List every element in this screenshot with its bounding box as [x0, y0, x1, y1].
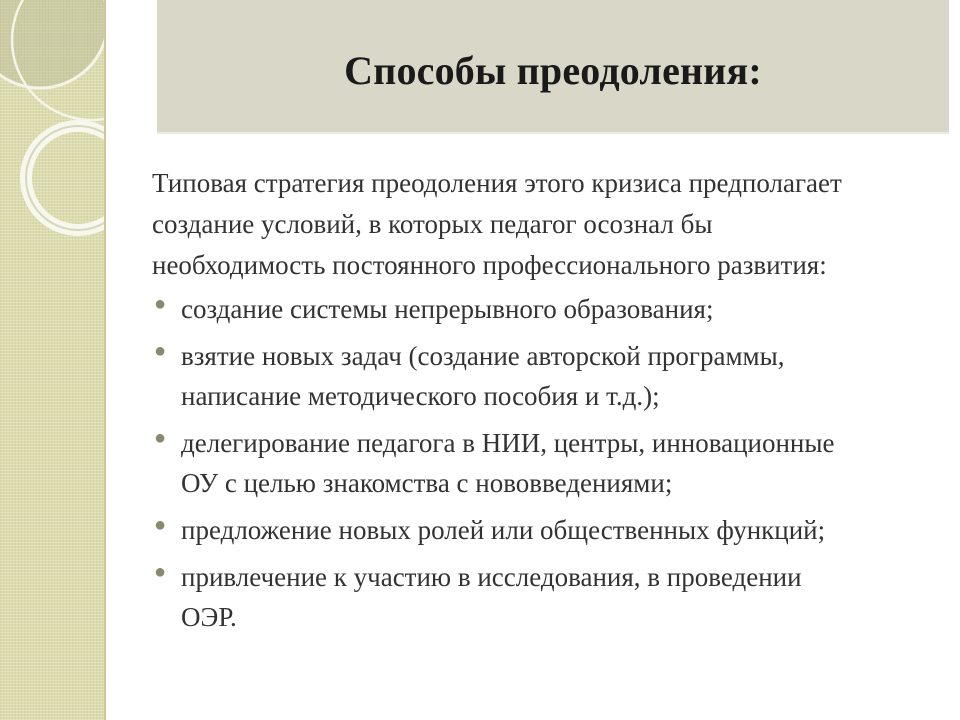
bullet-item — [152, 557, 958, 637]
slide-content — [152, 163, 958, 644]
intro-paragraph — [152, 163, 958, 286]
bullet-line: создание системы непрерывного образования; — [181, 294, 714, 324]
intro-line: необходимость постоянного профессионального развития: — [152, 250, 827, 280]
bullet-dot-icon: ● — [154, 340, 167, 362]
bullet-item — [152, 510, 958, 550]
bullet-text — [181, 557, 958, 637]
bullet-text — [181, 423, 958, 503]
decorative-circles-icon — [0, 0, 106, 260]
bullet-item — [152, 289, 958, 329]
bullet-line: ОУ с целью знакомства с нововведениями; — [181, 468, 673, 498]
bullet-text — [181, 510, 958, 550]
bullet-text — [181, 336, 958, 416]
title-bar — [157, 0, 949, 134]
strip-divider — [104, 0, 106, 720]
bullet-line: делегирование педагога в НИИ, центры, инновационные — [181, 428, 835, 458]
bullet-line: написание методического пособия и т.д.); — [181, 381, 660, 411]
bullet-item — [152, 423, 958, 503]
intro-line: создание условий, в которых педагог осознал бы — [152, 209, 713, 239]
bullet-text — [181, 289, 958, 329]
decorative-side-strip — [0, 0, 106, 720]
bullet-list — [152, 289, 958, 637]
bullet-dot-icon: ● — [154, 293, 167, 315]
bullet-line: привлечение к участию в исследования, в проведении — [181, 562, 802, 592]
bullet-dot-icon: ● — [154, 514, 167, 536]
intro-line: Типовая стратегия преодоления этого кризиса предполагает — [152, 168, 842, 198]
bullet-dot-icon: ● — [154, 561, 167, 583]
bullet-item — [152, 336, 958, 416]
bullet-dot-icon: ● — [154, 427, 167, 449]
bullet-line: ОЭР. — [181, 602, 237, 632]
bullet-line: взятие новых задач (создание авторской программы, — [181, 341, 785, 371]
bullet-line: предложение новых ролей или общественных функций; — [181, 515, 826, 545]
slide-title: Способы преодоления: — [344, 47, 762, 93]
